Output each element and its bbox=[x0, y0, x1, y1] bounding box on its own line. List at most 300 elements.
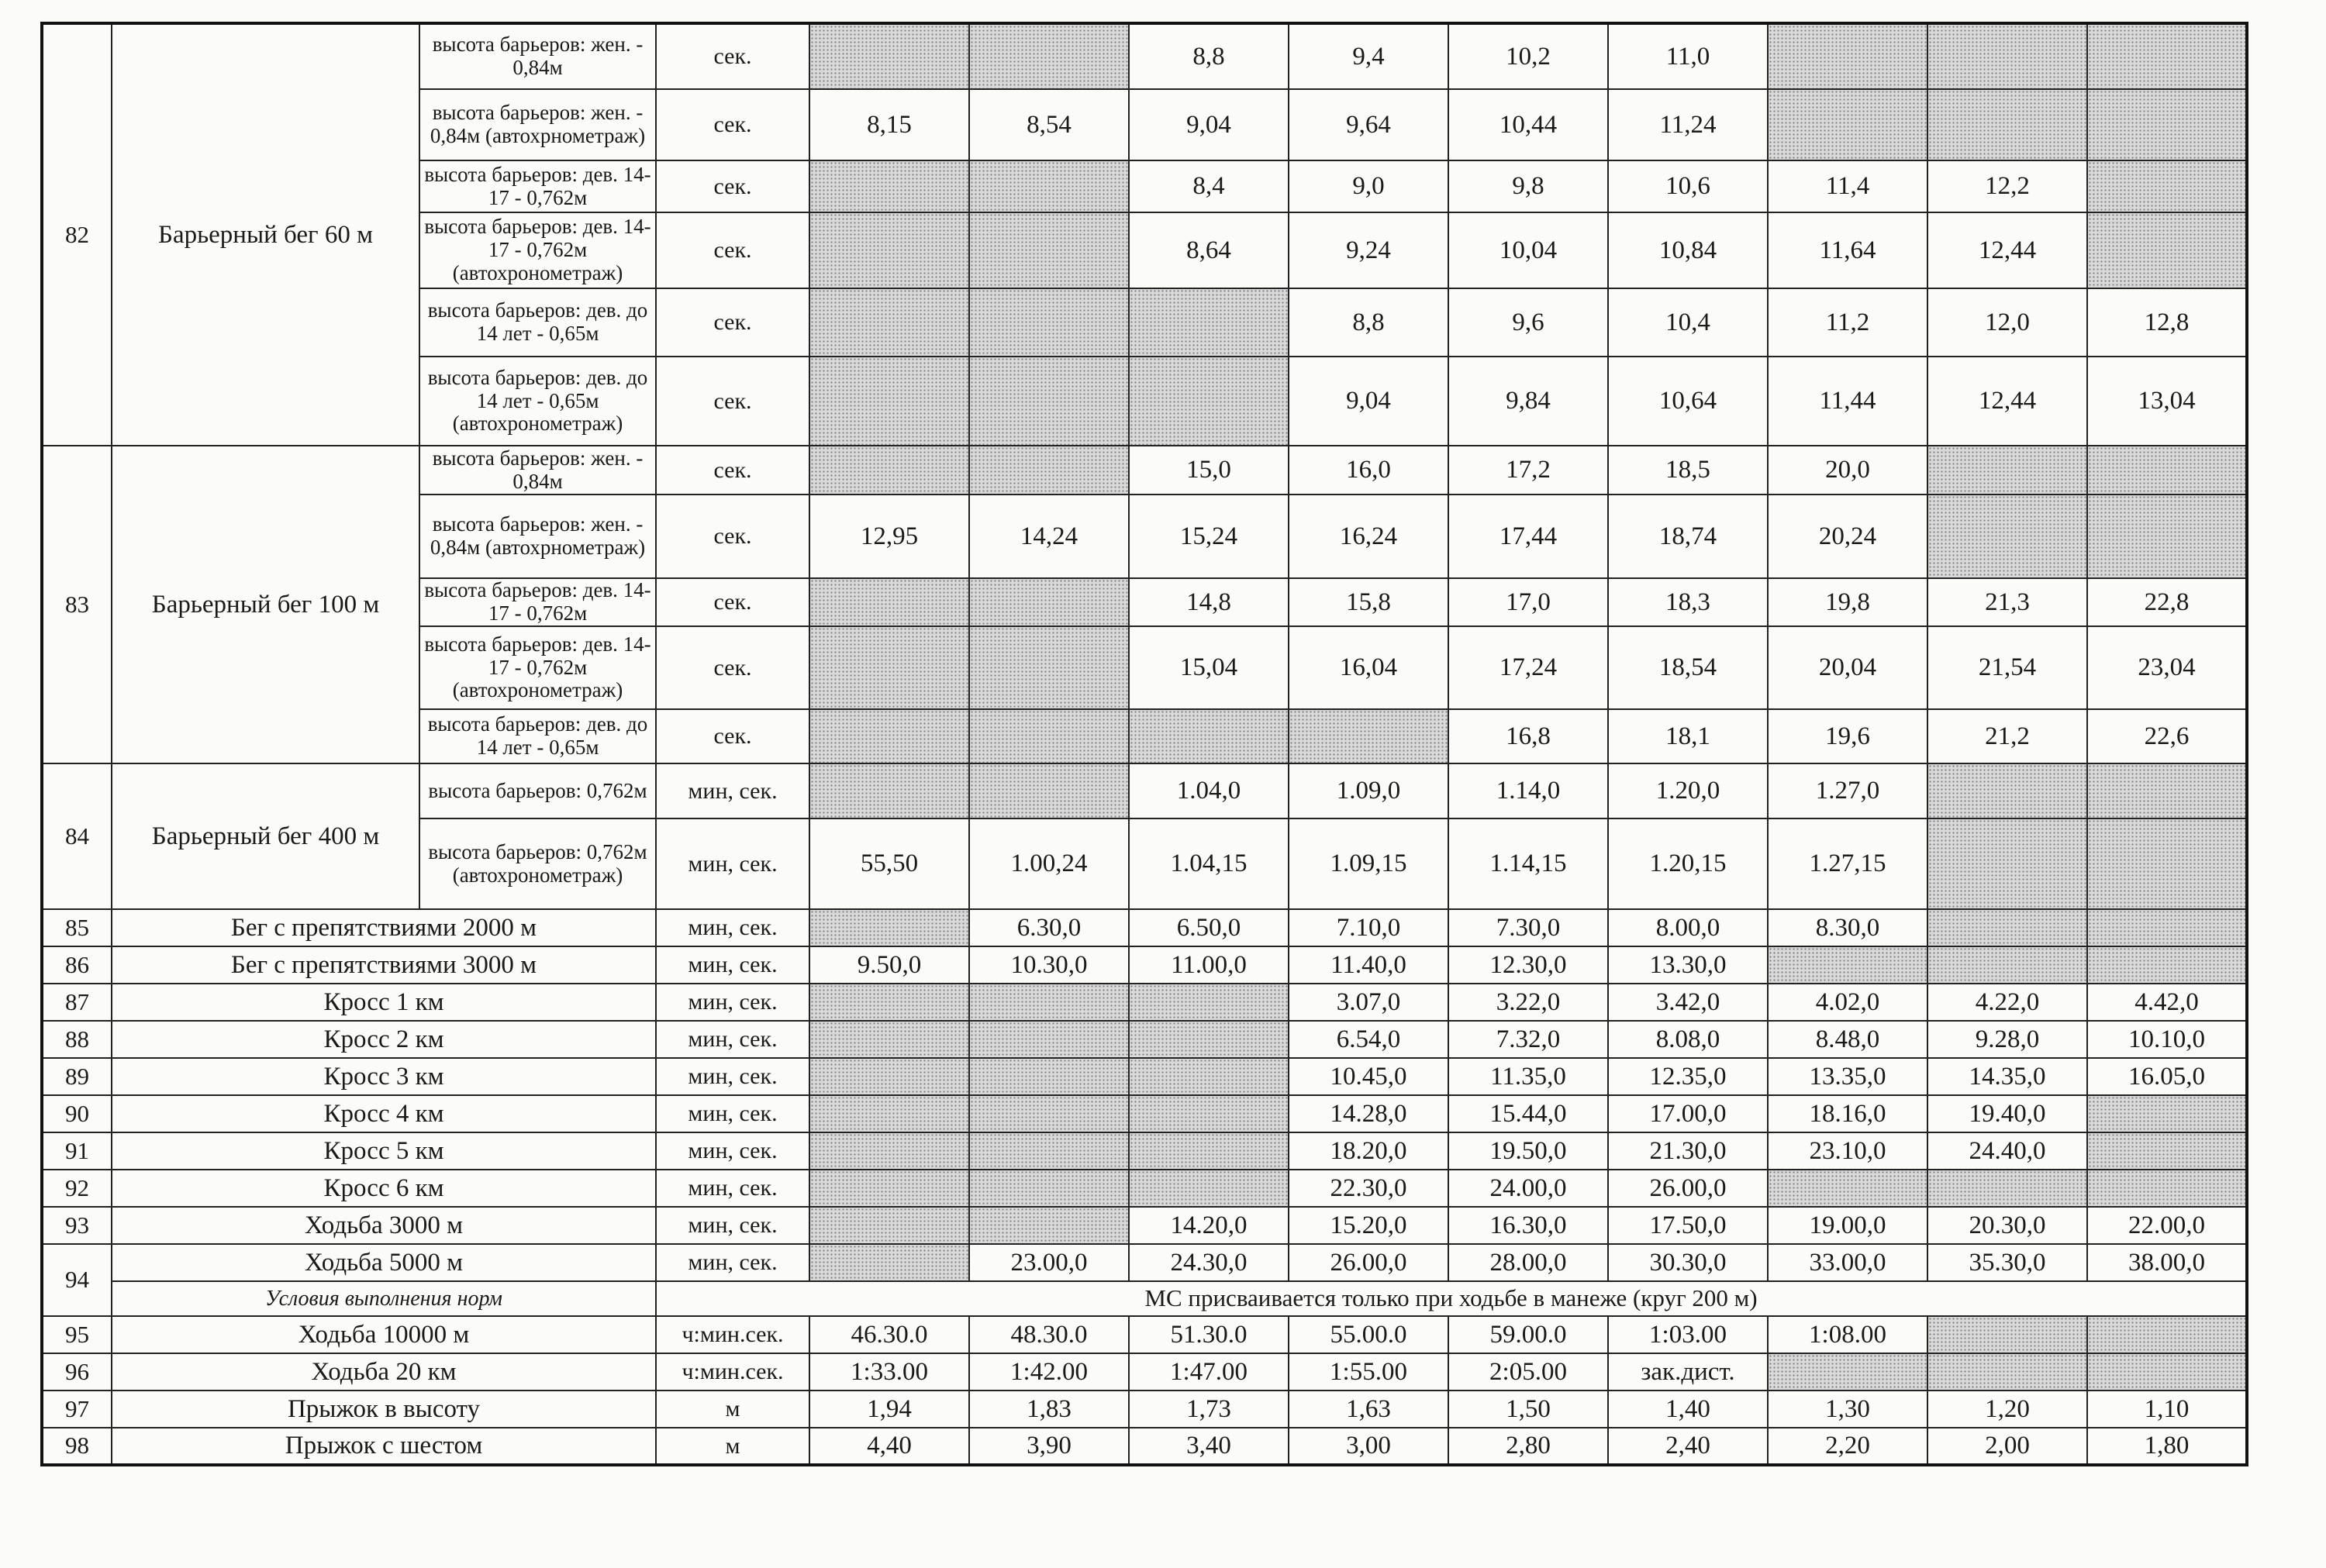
event-condition: высота барьеров: жен. - 0,84м bbox=[419, 446, 656, 495]
event-condition: высота барьеров: дев. 14-17 - 0,762м (автохронометраж) bbox=[419, 626, 656, 709]
standard-value: 1,63 bbox=[1289, 1391, 1448, 1428]
shaded-empty-cell bbox=[1129, 1170, 1289, 1207]
shaded-empty-cell bbox=[969, 1207, 1129, 1244]
unit: мин, сек. bbox=[656, 1021, 809, 1058]
standard-value: 2:05.00 bbox=[1448, 1353, 1608, 1391]
standard-value: 19.50,0 bbox=[1448, 1132, 1608, 1170]
standard-value: 22.30,0 bbox=[1289, 1170, 1448, 1207]
standard-value: 21.30,0 bbox=[1608, 1132, 1768, 1170]
shaded-empty-cell bbox=[2087, 89, 2247, 160]
row-number: 90 bbox=[42, 1095, 112, 1132]
standard-value: 12,2 bbox=[1927, 160, 2087, 212]
unit: сек. bbox=[656, 23, 809, 89]
table-row bbox=[42, 1428, 2247, 1465]
standard-value: 8,15 bbox=[809, 89, 969, 160]
standard-value: 3.22,0 bbox=[1448, 984, 1608, 1021]
standard-value: 8.00,0 bbox=[1608, 909, 1768, 946]
event-name: Ходьба 10000 м bbox=[112, 1316, 656, 1353]
standard-value: 8.48,0 bbox=[1768, 1021, 1927, 1058]
table-row bbox=[42, 1170, 2247, 1207]
unit: ч:мин.сек. bbox=[656, 1316, 809, 1353]
standard-value: 3.07,0 bbox=[1289, 984, 1448, 1021]
unit: ч:мин.сек. bbox=[656, 1353, 809, 1391]
shaded-empty-cell bbox=[1768, 1170, 1927, 1207]
unit: сек. bbox=[656, 495, 809, 578]
row-number: 97 bbox=[42, 1391, 112, 1428]
shaded-empty-cell bbox=[809, 1058, 969, 1095]
standard-value: 19.40,0 bbox=[1927, 1095, 2087, 1132]
standard-value: 1,73 bbox=[1129, 1391, 1289, 1428]
event-name: Ходьба 5000 м bbox=[112, 1244, 656, 1281]
standard-value: 9,4 bbox=[1289, 23, 1448, 89]
unit: м bbox=[656, 1391, 809, 1428]
shaded-empty-cell bbox=[809, 160, 969, 212]
standard-value: 8,8 bbox=[1129, 23, 1289, 89]
event-condition: высота барьеров: 0,762м bbox=[419, 763, 656, 818]
standard-value: 55,50 bbox=[809, 818, 969, 909]
standard-value: 1,40 bbox=[1608, 1391, 1768, 1428]
unit: сек. bbox=[656, 357, 809, 446]
unit: сек. bbox=[656, 709, 809, 763]
table-row bbox=[42, 1353, 2247, 1391]
standard-value: 23,04 bbox=[2087, 626, 2247, 709]
standard-value: 12,0 bbox=[1927, 288, 2087, 357]
standard-value: 3.42,0 bbox=[1608, 984, 1768, 1021]
standard-value: 15,0 bbox=[1129, 446, 1289, 495]
row-number: 92 bbox=[42, 1170, 112, 1207]
unit: мин, сек. bbox=[656, 763, 809, 818]
table-row bbox=[42, 909, 2247, 946]
shaded-empty-cell bbox=[2087, 495, 2247, 578]
shaded-empty-cell bbox=[809, 23, 969, 89]
standard-value: 24.00,0 bbox=[1448, 1170, 1608, 1207]
standard-value: 15,04 bbox=[1129, 626, 1289, 709]
standard-value: 6.50,0 bbox=[1129, 909, 1289, 946]
shaded-empty-cell bbox=[969, 1132, 1129, 1170]
shaded-empty-cell bbox=[2087, 818, 2247, 909]
standard-value: 1.04,15 bbox=[1129, 818, 1289, 909]
standard-value: 10,4 bbox=[1608, 288, 1768, 357]
standard-value: 1:03.00 bbox=[1608, 1316, 1768, 1353]
row-number: 83 bbox=[42, 446, 112, 763]
standard-value: 59.00.0 bbox=[1448, 1316, 1608, 1353]
row-number: 94 bbox=[42, 1244, 112, 1316]
shaded-empty-cell bbox=[809, 1132, 969, 1170]
event-name: Барьерный бег 60 м bbox=[112, 23, 419, 446]
row-number: 95 bbox=[42, 1316, 112, 1353]
shaded-empty-cell bbox=[2087, 446, 2247, 495]
standard-value: 20,04 bbox=[1768, 626, 1927, 709]
row-number: 82 bbox=[42, 23, 112, 446]
table-row bbox=[42, 1281, 2247, 1316]
event-name: Кросс 3 км bbox=[112, 1058, 656, 1095]
standard-value: 24.40,0 bbox=[1927, 1132, 2087, 1170]
standard-value: 4.42,0 bbox=[2087, 984, 2247, 1021]
standard-value: 3,90 bbox=[969, 1428, 1129, 1465]
standard-value: 1:42.00 bbox=[969, 1353, 1129, 1391]
standard-value: 15,24 bbox=[1129, 495, 1289, 578]
standard-value: 7.10,0 bbox=[1289, 909, 1448, 946]
standard-value: 15.20,0 bbox=[1289, 1207, 1448, 1244]
unit: мин, сек. bbox=[656, 1207, 809, 1244]
shaded-empty-cell bbox=[809, 626, 969, 709]
shaded-empty-cell bbox=[1927, 763, 2087, 818]
standard-value: 12,8 bbox=[2087, 288, 2247, 357]
event-condition: высота барьеров: дев. до 14 лет - 0,65м (автохронометраж) bbox=[419, 357, 656, 446]
unit: сек. bbox=[656, 578, 809, 626]
shaded-empty-cell bbox=[969, 1058, 1129, 1095]
standard-value: 1.27,15 bbox=[1768, 818, 1927, 909]
unit: сек. bbox=[656, 212, 809, 288]
shaded-empty-cell bbox=[1289, 709, 1448, 763]
shaded-empty-cell bbox=[809, 1170, 969, 1207]
shaded-empty-cell bbox=[1129, 1095, 1289, 1132]
unit: мин, сек. bbox=[656, 909, 809, 946]
standard-value: 1:08.00 bbox=[1768, 1316, 1927, 1353]
event-name: Кросс 2 км bbox=[112, 1021, 656, 1058]
standard-value: 51.30.0 bbox=[1129, 1316, 1289, 1353]
row-number: 89 bbox=[42, 1058, 112, 1095]
shaded-empty-cell bbox=[1129, 1021, 1289, 1058]
standard-value: 20,24 bbox=[1768, 495, 1927, 578]
standard-value: 17,0 bbox=[1448, 578, 1608, 626]
shaded-empty-cell bbox=[1927, 89, 2087, 160]
standard-value: 1,94 bbox=[809, 1391, 969, 1428]
table-row bbox=[42, 1021, 2247, 1058]
shaded-empty-cell bbox=[1129, 1132, 1289, 1170]
shaded-empty-cell bbox=[969, 1021, 1129, 1058]
standard-value: 19,8 bbox=[1768, 578, 1927, 626]
standard-value: 9,0 bbox=[1289, 160, 1448, 212]
table-row bbox=[42, 763, 2247, 818]
event-condition: высота барьеров: дев. до 14 лет - 0,65м bbox=[419, 709, 656, 763]
standard-value: 33.00,0 bbox=[1768, 1244, 1927, 1281]
shaded-empty-cell bbox=[1129, 357, 1289, 446]
shaded-empty-cell bbox=[1129, 288, 1289, 357]
standard-value: 21,54 bbox=[1927, 626, 2087, 709]
standard-value: 1:47.00 bbox=[1129, 1353, 1289, 1391]
shaded-empty-cell bbox=[969, 1095, 1129, 1132]
event-name: Ходьба 20 км bbox=[112, 1353, 656, 1391]
standard-value: 16,04 bbox=[1289, 626, 1448, 709]
standard-value: 11.40,0 bbox=[1289, 946, 1448, 984]
standard-value: 11,0 bbox=[1608, 23, 1768, 89]
standard-value: 55.00.0 bbox=[1289, 1316, 1448, 1353]
standard-value: 10.30,0 bbox=[969, 946, 1129, 984]
table-body bbox=[42, 23, 2247, 1465]
shaded-empty-cell bbox=[1927, 1353, 2087, 1391]
standard-value: 17,24 bbox=[1448, 626, 1608, 709]
standard-value: 12,44 bbox=[1927, 212, 2087, 288]
shaded-empty-cell bbox=[969, 1170, 1129, 1207]
shaded-empty-cell bbox=[1129, 984, 1289, 1021]
standard-value: 13.30,0 bbox=[1608, 946, 1768, 984]
standard-value: 6.54,0 bbox=[1289, 1021, 1448, 1058]
table-row bbox=[42, 1316, 2247, 1353]
standard-value: 1,50 bbox=[1448, 1391, 1608, 1428]
standard-value: 12.30,0 bbox=[1448, 946, 1608, 984]
row-number: 91 bbox=[42, 1132, 112, 1170]
standard-value: 2,80 bbox=[1448, 1428, 1608, 1465]
shaded-empty-cell bbox=[969, 578, 1129, 626]
standard-value: 17.50,0 bbox=[1608, 1207, 1768, 1244]
standard-value: зак.дист. bbox=[1608, 1353, 1768, 1391]
unit: сек. bbox=[656, 89, 809, 160]
event-condition: высота барьеров: дев. 14-17 - 0,762м bbox=[419, 160, 656, 212]
shaded-empty-cell bbox=[2087, 1170, 2247, 1207]
event-name: Ходьба 3000 м bbox=[112, 1207, 656, 1244]
standard-value: 4,40 bbox=[809, 1428, 969, 1465]
shaded-empty-cell bbox=[2087, 1132, 2247, 1170]
event-condition: высота барьеров: жен. - 0,84м (автохрнометраж) bbox=[419, 495, 656, 578]
standard-value: 16.05,0 bbox=[2087, 1058, 2247, 1095]
event-condition: высота барьеров: жен. - 0,84м (автохрнометраж) bbox=[419, 89, 656, 160]
standard-value: 9,6 bbox=[1448, 288, 1608, 357]
standard-value: 9,8 bbox=[1448, 160, 1608, 212]
standard-value: 2,20 bbox=[1768, 1428, 1927, 1465]
event-name: Кросс 4 км bbox=[112, 1095, 656, 1132]
shaded-empty-cell bbox=[809, 1244, 969, 1281]
standard-value: 26.00,0 bbox=[1608, 1170, 1768, 1207]
unit: сек. bbox=[656, 626, 809, 709]
table-row bbox=[42, 946, 2247, 984]
standard-value: 20,0 bbox=[1768, 446, 1927, 495]
standard-value: 1,10 bbox=[2087, 1391, 2247, 1428]
standard-value: 8,54 bbox=[969, 89, 1129, 160]
unit: мин, сек. bbox=[656, 1244, 809, 1281]
standard-value: 19.00,0 bbox=[1768, 1207, 1927, 1244]
shaded-empty-cell bbox=[809, 357, 969, 446]
unit: сек. bbox=[656, 288, 809, 357]
shaded-empty-cell bbox=[1768, 89, 1927, 160]
standard-value: 16,0 bbox=[1289, 446, 1448, 495]
shaded-empty-cell bbox=[2087, 160, 2247, 212]
standard-value: 21,3 bbox=[1927, 578, 2087, 626]
unit: мин, сек. bbox=[656, 946, 809, 984]
row-number: 96 bbox=[42, 1353, 112, 1391]
standard-value: 1.00,24 bbox=[969, 818, 1129, 909]
shaded-empty-cell bbox=[809, 709, 969, 763]
shaded-empty-cell bbox=[809, 984, 969, 1021]
row-number: 98 bbox=[42, 1428, 112, 1465]
event-condition: высота барьеров: дев. до 14 лет - 0,65м bbox=[419, 288, 656, 357]
unit: сек. bbox=[656, 160, 809, 212]
standard-value: 14.20,0 bbox=[1129, 1207, 1289, 1244]
standard-value: 16,8 bbox=[1448, 709, 1608, 763]
standard-value: 11,44 bbox=[1768, 357, 1927, 446]
standard-value: 1,30 bbox=[1768, 1391, 1927, 1428]
standard-value: 10.45,0 bbox=[1289, 1058, 1448, 1095]
standard-value: 30.30,0 bbox=[1608, 1244, 1768, 1281]
unit: м bbox=[656, 1428, 809, 1465]
standard-value: 1,83 bbox=[969, 1391, 1129, 1428]
standard-value: 11,24 bbox=[1608, 89, 1768, 160]
shaded-empty-cell bbox=[809, 1207, 969, 1244]
unit: мин, сек. bbox=[656, 1132, 809, 1170]
shaded-empty-cell bbox=[809, 909, 969, 946]
row-number: 93 bbox=[42, 1207, 112, 1244]
standard-value: 46.30.0 bbox=[809, 1316, 969, 1353]
standard-condition-text: МС присваивается только при ходьбе в манеже (круг 200 м) bbox=[656, 1281, 2247, 1316]
standard-value: 23.00,0 bbox=[969, 1244, 1129, 1281]
standard-value: 11,64 bbox=[1768, 212, 1927, 288]
standard-value: 10,84 bbox=[1608, 212, 1768, 288]
shaded-empty-cell bbox=[2087, 212, 2247, 288]
standard-value: 8.08,0 bbox=[1608, 1021, 1768, 1058]
event-name: Бег с препятствиями 3000 м bbox=[112, 946, 656, 984]
standard-value: 28.00,0 bbox=[1448, 1244, 1608, 1281]
standard-value: 13.35,0 bbox=[1768, 1058, 1927, 1095]
event-name: Кросс 1 км bbox=[112, 984, 656, 1021]
event-name: Бег с препятствиями 2000 м bbox=[112, 909, 656, 946]
standard-value: 14.28,0 bbox=[1289, 1095, 1448, 1132]
shaded-empty-cell bbox=[969, 212, 1129, 288]
shaded-empty-cell bbox=[1927, 818, 2087, 909]
standard-value: 15.44,0 bbox=[1448, 1095, 1608, 1132]
event-name: Барьерный бег 100 м bbox=[112, 446, 419, 763]
table-row bbox=[42, 1207, 2247, 1244]
unit: мин, сек. bbox=[656, 818, 809, 909]
standard-value: 18.20,0 bbox=[1289, 1132, 1448, 1170]
shaded-empty-cell bbox=[2087, 909, 2247, 946]
shaded-empty-cell bbox=[2087, 23, 2247, 89]
standard-value: 11,2 bbox=[1768, 288, 1927, 357]
standard-value: 1.20,15 bbox=[1608, 818, 1768, 909]
shaded-empty-cell bbox=[2087, 1316, 2247, 1353]
shaded-empty-cell bbox=[1768, 946, 1927, 984]
table-row bbox=[42, 984, 2247, 1021]
shaded-empty-cell bbox=[1927, 946, 2087, 984]
table-row bbox=[42, 1244, 2247, 1281]
event-name: Кросс 5 км bbox=[112, 1132, 656, 1170]
standard-value: 18,1 bbox=[1608, 709, 1768, 763]
standard-value: 18,5 bbox=[1608, 446, 1768, 495]
standard-value: 1:55.00 bbox=[1289, 1353, 1448, 1391]
standard-value: 11.35,0 bbox=[1448, 1058, 1608, 1095]
row-number: 84 bbox=[42, 763, 112, 909]
shaded-empty-cell bbox=[2087, 763, 2247, 818]
event-name: Кросс 6 км bbox=[112, 1170, 656, 1207]
shaded-empty-cell bbox=[809, 1095, 969, 1132]
row-number: 86 bbox=[42, 946, 112, 984]
standard-value: 1,20 bbox=[1927, 1391, 2087, 1428]
standard-value: 3,00 bbox=[1289, 1428, 1448, 1465]
standard-value: 18,74 bbox=[1608, 495, 1768, 578]
standard-value: 9.50,0 bbox=[809, 946, 969, 984]
shaded-empty-cell bbox=[1129, 709, 1289, 763]
shaded-empty-cell bbox=[2087, 1095, 2247, 1132]
shaded-empty-cell bbox=[969, 357, 1129, 446]
standard-value: 11,4 bbox=[1768, 160, 1927, 212]
standard-value: 14,24 bbox=[969, 495, 1129, 578]
row-number: 85 bbox=[42, 909, 112, 946]
standard-value: 22.00,0 bbox=[2087, 1207, 2247, 1244]
standard-value: 12.35,0 bbox=[1608, 1058, 1768, 1095]
standard-value: 13,04 bbox=[2087, 357, 2247, 446]
unit: мин, сек. bbox=[656, 1058, 809, 1095]
shaded-empty-cell bbox=[809, 446, 969, 495]
standard-value: 20.30,0 bbox=[1927, 1207, 2087, 1244]
standard-value: 7.30,0 bbox=[1448, 909, 1608, 946]
standard-value: 10,64 bbox=[1608, 357, 1768, 446]
standard-value: 9,84 bbox=[1448, 357, 1608, 446]
unit: мин, сек. bbox=[656, 1095, 809, 1132]
standard-value: 8,8 bbox=[1289, 288, 1448, 357]
shaded-empty-cell bbox=[1927, 446, 2087, 495]
standard-value: 18.16,0 bbox=[1768, 1095, 1927, 1132]
shaded-empty-cell bbox=[809, 212, 969, 288]
standard-value: 1.27,0 bbox=[1768, 763, 1927, 818]
shaded-empty-cell bbox=[1768, 23, 1927, 89]
standard-value: 18,54 bbox=[1608, 626, 1768, 709]
standard-value: 4.02,0 bbox=[1768, 984, 1927, 1021]
table-row bbox=[42, 1095, 2247, 1132]
standard-value: 10,44 bbox=[1448, 89, 1608, 160]
standard-value: 9,24 bbox=[1289, 212, 1448, 288]
standard-value: 1.14,0 bbox=[1448, 763, 1608, 818]
standard-value: 9,04 bbox=[1129, 89, 1289, 160]
standard-value: 8.30,0 bbox=[1768, 909, 1927, 946]
standard-value: 10,04 bbox=[1448, 212, 1608, 288]
row-number: 88 bbox=[42, 1021, 112, 1058]
standard-value: 10,2 bbox=[1448, 23, 1608, 89]
shaded-empty-cell bbox=[1129, 1058, 1289, 1095]
standard-value: 3,40 bbox=[1129, 1428, 1289, 1465]
standard-value: 16.30,0 bbox=[1448, 1207, 1608, 1244]
unit: сек. bbox=[656, 446, 809, 495]
standard-value: 14,8 bbox=[1129, 578, 1289, 626]
event-name: Прыжок в высоту bbox=[112, 1391, 656, 1428]
standard-value: 21,2 bbox=[1927, 709, 2087, 763]
standard-value: 1:33.00 bbox=[809, 1353, 969, 1391]
shaded-empty-cell bbox=[969, 984, 1129, 1021]
standard-value: 7.32,0 bbox=[1448, 1021, 1608, 1058]
standard-value: 9,04 bbox=[1289, 357, 1448, 446]
standard-value: 17,2 bbox=[1448, 446, 1608, 495]
shaded-empty-cell bbox=[1927, 1316, 2087, 1353]
shaded-empty-cell bbox=[809, 1021, 969, 1058]
standard-value: 1.20,0 bbox=[1608, 763, 1768, 818]
standard-value: 14.35,0 bbox=[1927, 1058, 2087, 1095]
standard-value: 11.00,0 bbox=[1129, 946, 1289, 984]
standard-value: 2,00 bbox=[1927, 1428, 2087, 1465]
standard-value: 26.00,0 bbox=[1289, 1244, 1448, 1281]
table-row bbox=[42, 1391, 2247, 1428]
standard-value: 23.10,0 bbox=[1768, 1132, 1927, 1170]
shaded-empty-cell bbox=[1927, 1170, 2087, 1207]
standard-value: 15,8 bbox=[1289, 578, 1448, 626]
shaded-empty-cell bbox=[969, 288, 1129, 357]
shaded-empty-cell bbox=[1927, 23, 2087, 89]
event-name: Прыжок с шестом bbox=[112, 1428, 656, 1465]
standard-value: 1.09,0 bbox=[1289, 763, 1448, 818]
standard-value: 1.14,15 bbox=[1448, 818, 1608, 909]
standard-value: 1,80 bbox=[2087, 1428, 2247, 1465]
standard-value: 22,6 bbox=[2087, 709, 2247, 763]
shaded-empty-cell bbox=[809, 763, 969, 818]
standard-value: 4.22,0 bbox=[1927, 984, 2087, 1021]
shaded-empty-cell bbox=[809, 288, 969, 357]
standard-value: 1.09,15 bbox=[1289, 818, 1448, 909]
event-condition: высота барьеров: дев. 14-17 - 0,762м bbox=[419, 578, 656, 626]
shaded-empty-cell bbox=[969, 446, 1129, 495]
standard-value: 6.30,0 bbox=[969, 909, 1129, 946]
table-row bbox=[42, 446, 2247, 495]
standard-value: 9,64 bbox=[1289, 89, 1448, 160]
standard-value: 17,44 bbox=[1448, 495, 1608, 578]
standard-value: 22,8 bbox=[2087, 578, 2247, 626]
shaded-empty-cell bbox=[1927, 495, 2087, 578]
